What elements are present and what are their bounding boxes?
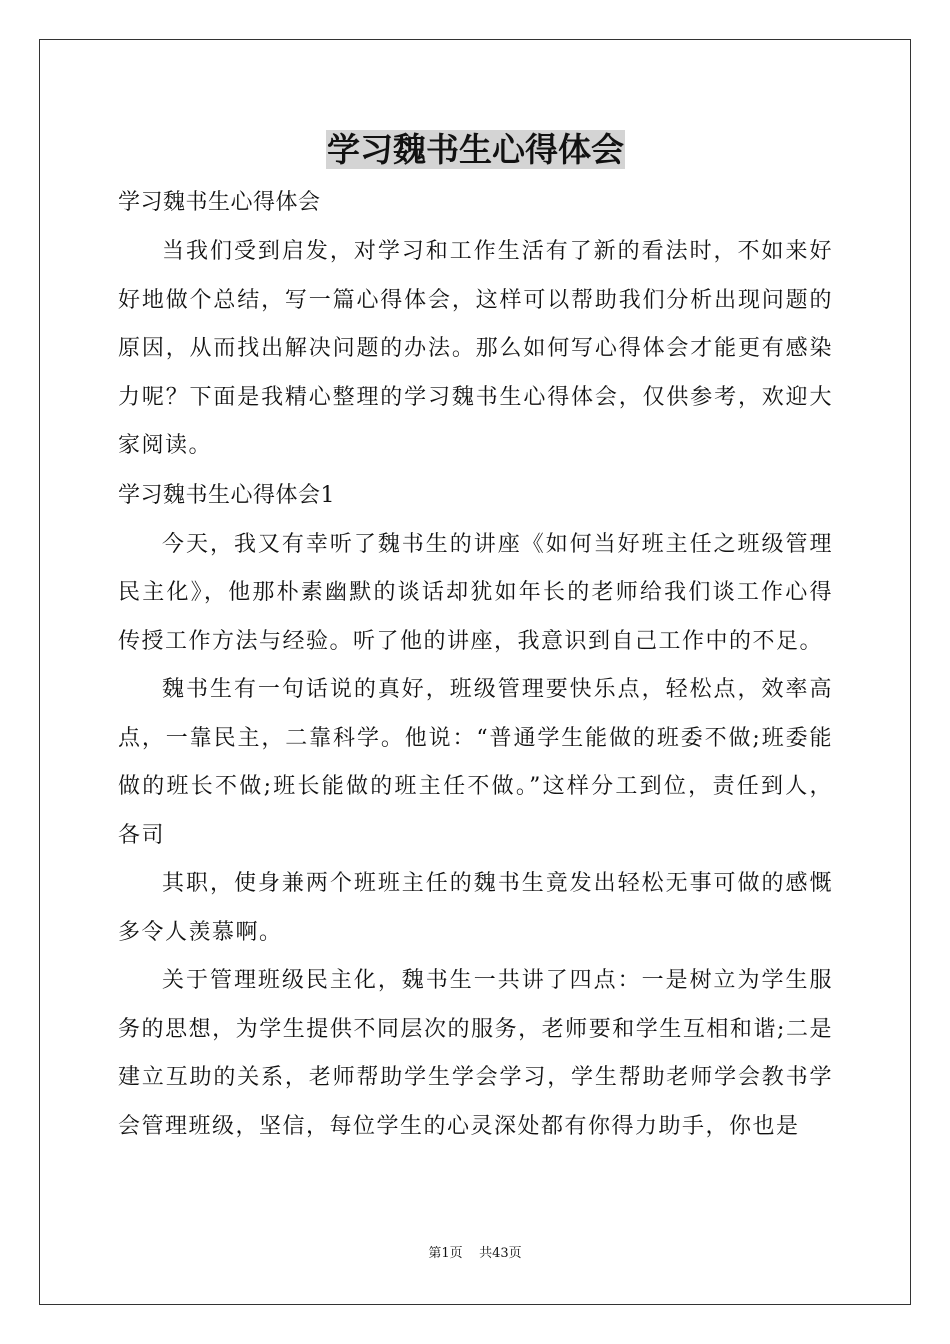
section-heading: 学习魏书生心得体会1 [118,482,335,508]
document-title [118,122,833,178]
page-number: 第1页 [428,1246,463,1261]
document-subtitle: 学习魏书生心得体会 [118,190,321,215]
body-paragraph-2: 魏书生有一句话说的真好，班级管理要快乐点，轻松点，效率高点，一靠民主，二靠科学。他说：“普通学生能做的班委不做;班委能做的班长不做;班长能做的班主任不做。”这样分工到位，责任到人，各司 [118,677,833,848]
body-paragraph-1: 今天，我又有幸听了魏书生的讲座《如何当好班主任之班级管理民主化》，他那朴素幽默的谈话却犹如年长的老师给我们谈工作心得传授工作方法与经验。听了他的讲座，我意识到自己工作中的不足。 [118,531,833,654]
document-body [118,122,833,1151]
body-paragraph-4: 关于管理班级民主化，魏书生一共讲了四点：一是树立为学生服务的思想，为学生提供不同层次的服务，老师要和学生互相和谐;二是建立互助的关系，老师帮助学生学会学习，学生帮助老师学会教书学会管理班级，坚信，每位学生的心灵深处都有你得力助手，你也是 [118,968,833,1139]
body-paragraph-3: 其职，使身兼两个班班主任的魏书生竟发出轻松无事可做的感慨多令人羡慕啊。 [118,871,833,945]
document-title-text: 学习魏书生心得体会 [327,130,624,169]
page-total: 共43页 [479,1246,522,1261]
page-footer [0,1246,950,1262]
intro-paragraph: 当我们受到启发，对学习和工作生活有了新的看法时，不如来好好地做个总结，写一篇心得体会，这样可以帮助我们分析出现问题的原因，从而找出解决问题的办法。那么如何写心得体会才能更有感染力呢？下面是我精心整理的学习魏书生心得体会，仅供参考，欢迎大家阅读。 [118,239,833,458]
